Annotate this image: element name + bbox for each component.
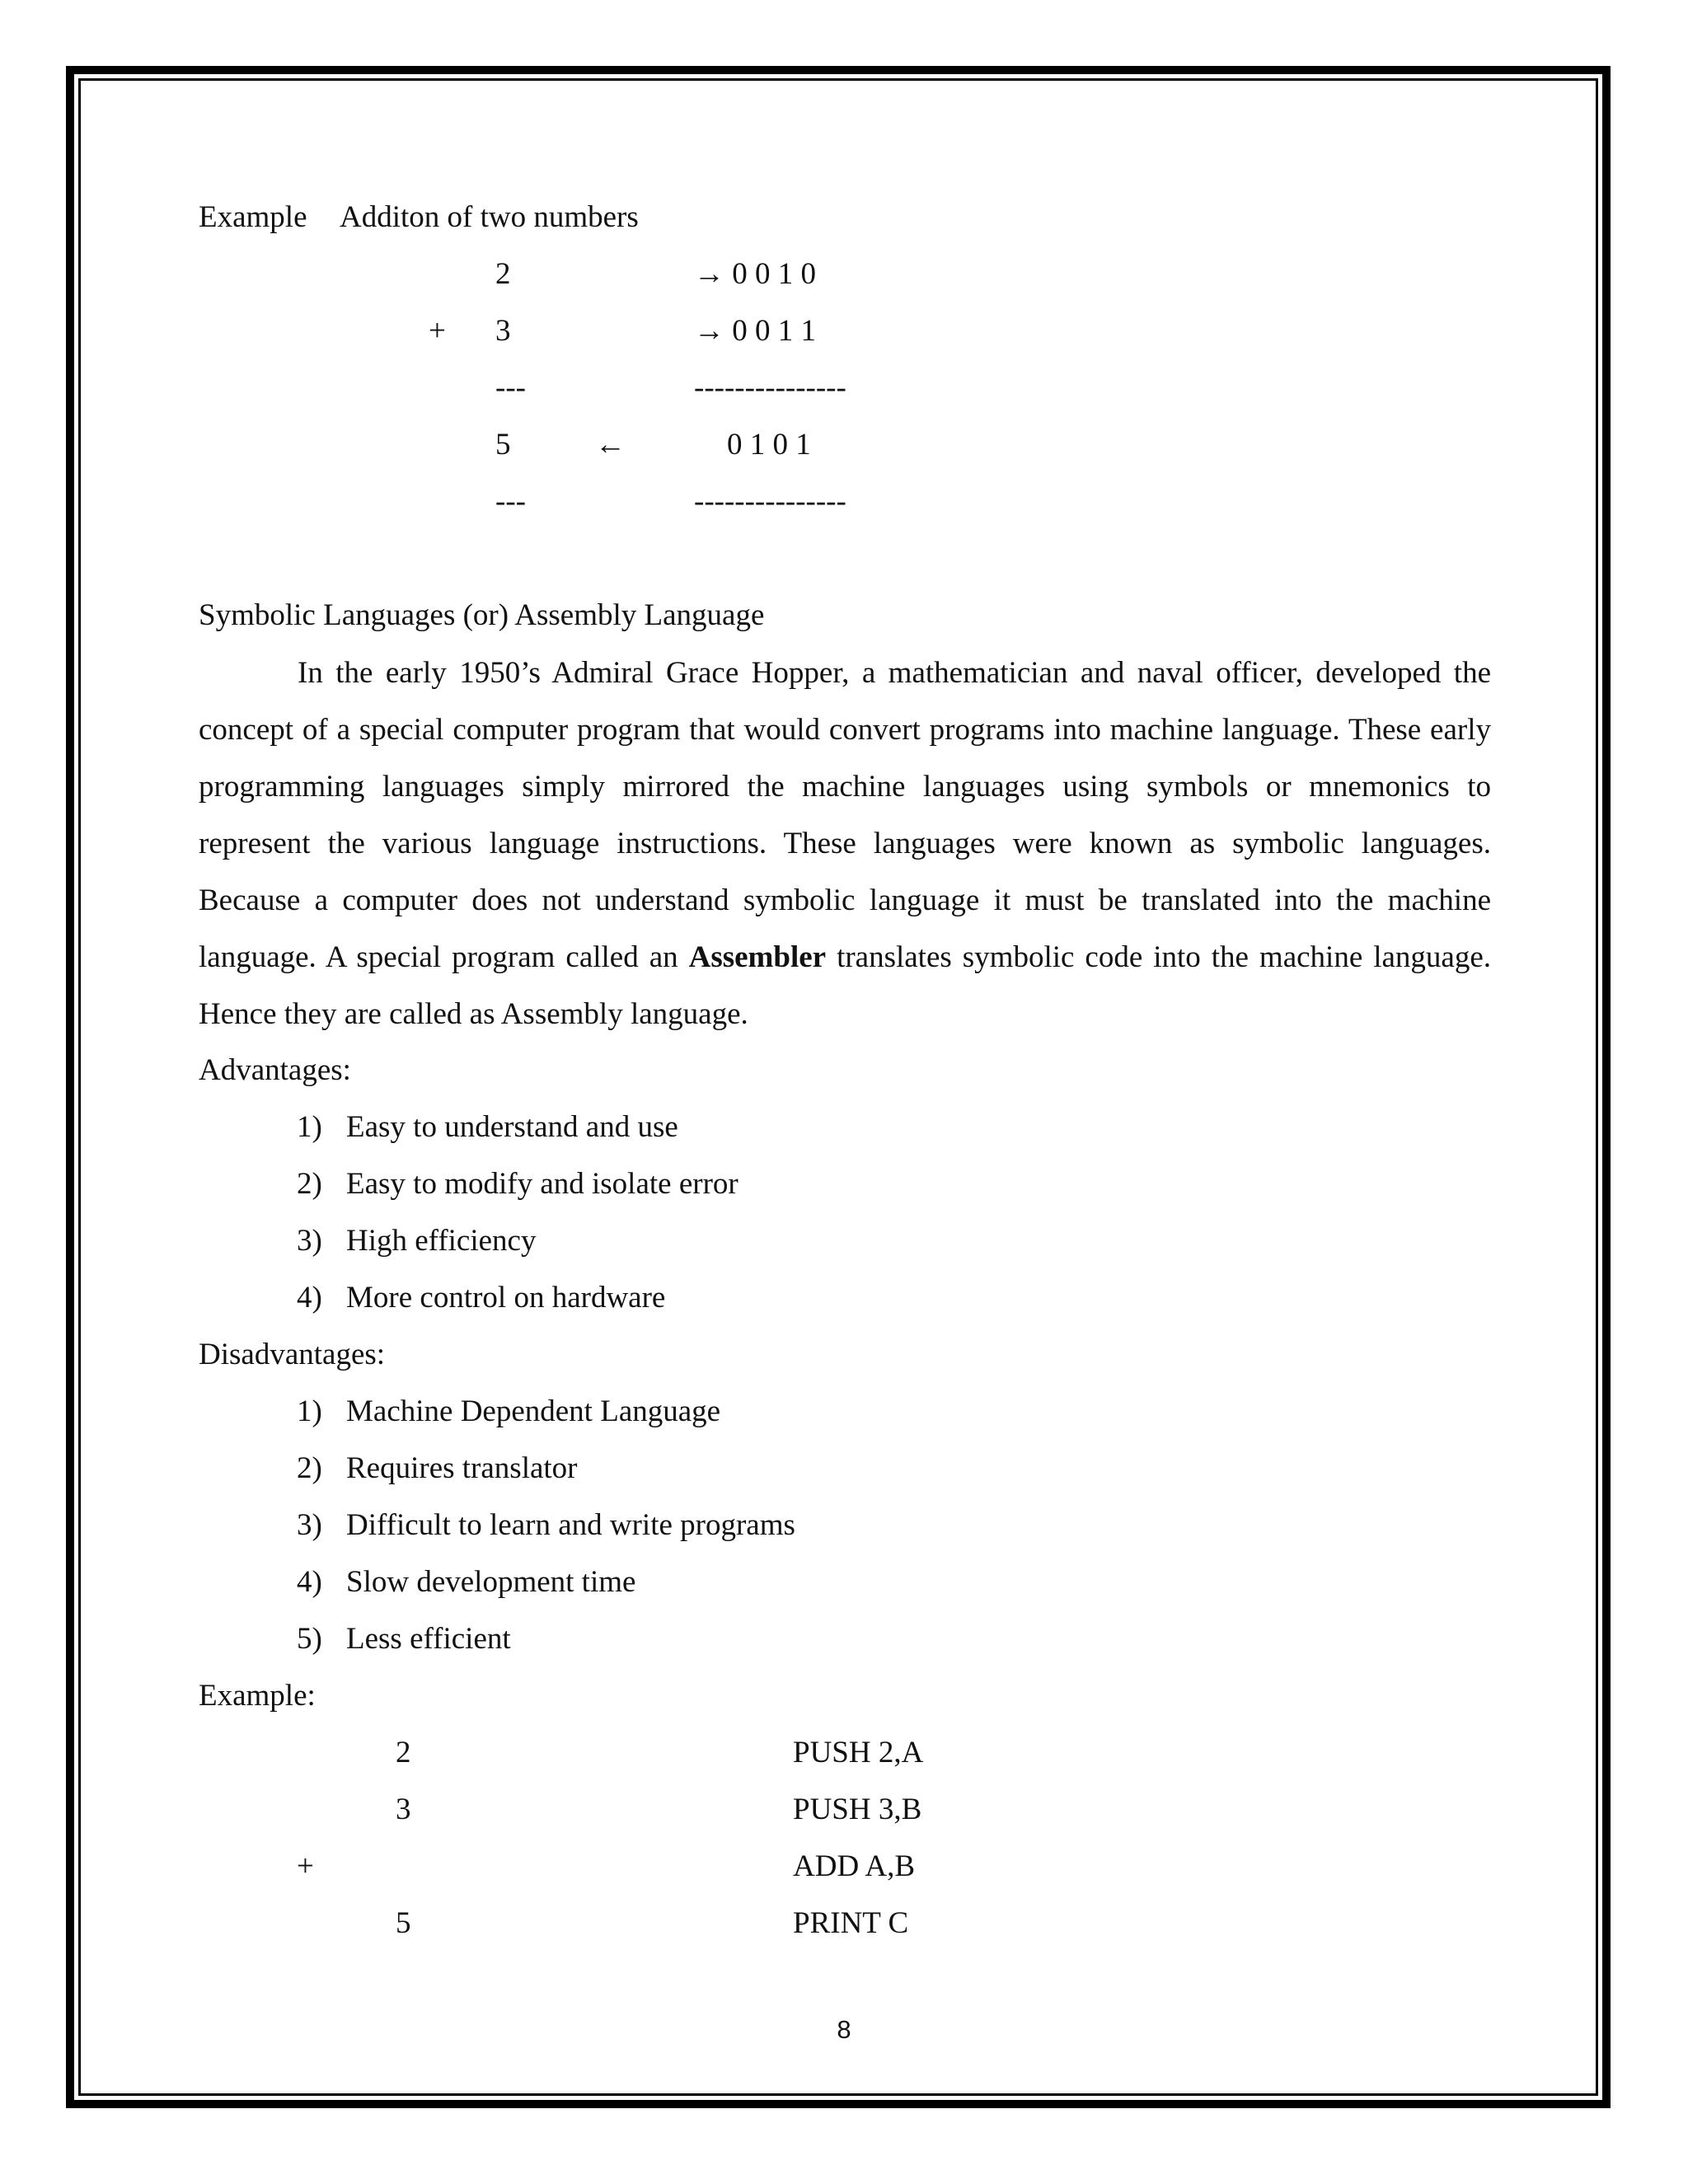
list-number: 1) xyxy=(297,1394,322,1428)
binary-value: → 0 0 1 0 xyxy=(694,257,816,291)
advantages-heading: Advantages: xyxy=(199,1053,351,1087)
plus-operator: + xyxy=(297,1849,314,1883)
example-label: Example xyxy=(199,200,307,234)
decimal-value: 2 xyxy=(396,1736,411,1769)
binary-value: → 0 0 1 1 xyxy=(694,314,816,348)
assembly-code: ADD A,B xyxy=(793,1849,916,1883)
list-item: Easy to modify and isolate error xyxy=(346,1167,738,1201)
list-item: Requires translator xyxy=(346,1451,578,1485)
rule-line: --- xyxy=(495,371,526,405)
result-binary: 0 1 0 1 xyxy=(727,428,811,462)
assembler-term: Assembler xyxy=(688,940,827,974)
list-number: 5) xyxy=(297,1622,322,1656)
decimal-value: 5 xyxy=(396,1906,411,1940)
section-paragraph xyxy=(199,644,1491,1043)
example-heading: Example: xyxy=(199,1679,316,1713)
page-number: 8 xyxy=(837,2015,851,2044)
rule-line: --------------- xyxy=(694,485,846,518)
decimal-value: 3 xyxy=(396,1793,411,1826)
rule-line: --- xyxy=(495,485,526,518)
paragraph-text-end: translates symbolic code into the machine language. Hence they are called as Assembly language. xyxy=(199,940,1492,1031)
result-decimal: 5 xyxy=(495,428,511,462)
list-item: High efficiency xyxy=(346,1224,537,1258)
list-number: 2) xyxy=(297,1451,322,1485)
example-heading-text: Additon of two numbers xyxy=(340,200,639,234)
left-arrow-icon: ← xyxy=(595,428,626,462)
list-item: Slow development time xyxy=(346,1565,636,1599)
list-number: 3) xyxy=(297,1224,322,1258)
list-number: 1) xyxy=(297,1110,322,1144)
assembly-code: PUSH 2,A xyxy=(793,1736,924,1769)
paragraph-text: In the early 1950’s Admiral Grace Hopper, a mathematician and naval officer, developed the concept of a special computer program that would convert programs into machine language. These early programming languages simply mirrored the machine languages using symbols or mnemonics to represent the various language instructions. These languages were known as symbolic languages. Because a computer does not understand symbolic language it must be translated into the machine language. A special program called an xyxy=(199,656,1491,974)
rule-line: --------------- xyxy=(694,371,846,405)
list-item: Less efficient xyxy=(346,1622,511,1656)
decimal-value: 2 xyxy=(495,257,511,291)
list-item: Easy to understand and use xyxy=(346,1110,678,1144)
list-item: Difficult to learn and write programs xyxy=(346,1508,795,1542)
list-item: Machine Dependent Language xyxy=(346,1394,721,1428)
list-number: 4) xyxy=(297,1565,322,1599)
decimal-value: 3 xyxy=(495,314,511,348)
disadvantages-heading: Disadvantages: xyxy=(199,1338,386,1371)
assembly-code: PRINT C xyxy=(793,1906,909,1940)
list-number: 2) xyxy=(297,1167,322,1201)
list-number: 4) xyxy=(297,1281,322,1315)
section-title: Symbolic Languages (or) Assembly Language xyxy=(199,598,765,632)
list-number: 3) xyxy=(297,1508,322,1542)
assembly-code: PUSH 3,B xyxy=(793,1793,922,1826)
list-item: More control on hardware xyxy=(346,1281,666,1315)
plus-operator: + xyxy=(429,314,446,348)
